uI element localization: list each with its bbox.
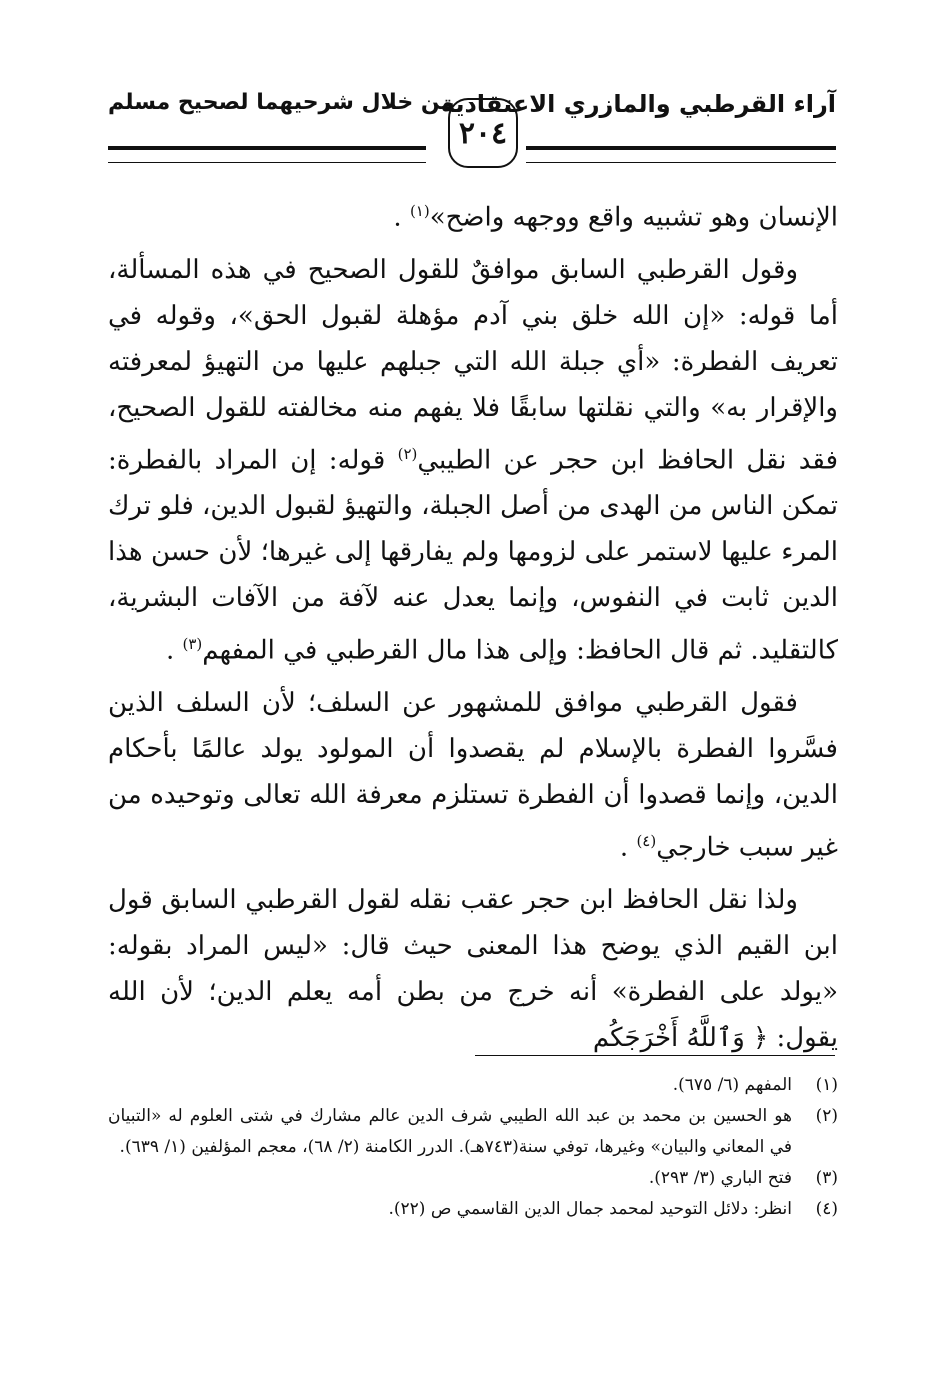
paragraph-text: ولذا نقل الحافظ ابن حجر عقب نقله لقول القرطبي السابق قول ابن القيم الذي يوضح هذا المعنى حيث قال: «ليس المراد بقوله: «يولد على الفطرة» أنه خرج من بطن أمه يعلم الدين؛ لأن الله يقول: ﴿ وَٱللَّهُ أَخْرَجَكُم (108, 884, 838, 1053)
paragraph-3 (108, 680, 838, 871)
paragraph-text: الإنسان وهو تشبيه واقع ووجهه واضح» (429, 202, 838, 233)
footnote-item (108, 1194, 838, 1225)
page-number-text: ٢٠٤ (458, 115, 508, 151)
page-number (448, 98, 518, 168)
footnote-text: هو الحسين بن محمد بن عبد الله الطيبي شرف الدين عالم مشارك في شتى العلوم له «التبيان في المعاني والبيان» وغيرها، توفي سنة(٧٤٣هـ). الدرر الكامنة (٢/ ٦٨)، معجم المؤلفين (١/ ٦٣٩). (108, 1106, 792, 1157)
footnote-text: انظر: دلائل التوحيد لمحمد جمال الدين القاسمي ص (٢٢). (388, 1199, 792, 1219)
footnote-number: (٢) (815, 1106, 838, 1126)
footnote-item (108, 1101, 838, 1163)
main-text (108, 188, 838, 1067)
paragraph-1 (108, 188, 838, 241)
paragraph-4 (108, 877, 838, 1061)
footnote-ref: (٤) (636, 831, 657, 850)
footnote-number: (٣) (815, 1168, 838, 1188)
footnote-text: فتح الباري (٣/ ٢٩٣). (648, 1168, 792, 1188)
paragraph-tail: . (393, 202, 410, 233)
footnote-ref: (٢) (397, 444, 418, 463)
paragraph-text: قوله: إن المراد بالفطرة: تمكن الناس من الهدى من أصل الجبلة، والتهيؤ لقبول الدين، فلو ترك المرء عليها لاستمر على لزومها ولم يفارقها إلى غيرها؛ لأن حسن هذا الدين ثابت في النفوس، وإنما يعدل عنه لآفة من الآفات البشرية، كالتقليد. ثم قال الحافظ: وإلى هذا مال القرطبي في المفهم (108, 445, 838, 666)
paragraph-text: فقول القرطبي موافق للمشهور عن السلف؛ لأن السلف الذين فسَّروا الفطرة بالإسلام لم يقصدوا أن المولود يولد عالمًا بأحكام الدين، وإنما قصدوا أن الفطرة تستلزم معرفة الله تعالى وتوحيده من غير سبب خارجي (108, 687, 838, 863)
footnote-text: المفهم (٦/ ٦٧٥). (672, 1075, 792, 1095)
paragraph-tail: . (165, 635, 183, 666)
footnote-item (108, 1163, 838, 1194)
header-rule-left (108, 146, 426, 163)
footnotes (108, 1070, 838, 1225)
footnote-number: (٤) (815, 1199, 838, 1219)
footnote-number: (١) (815, 1075, 838, 1095)
footnote-separator (475, 1055, 835, 1056)
running-subtitle: من خلال شرحيهما لصحيح مسلم (108, 90, 455, 115)
footnote-item (108, 1070, 838, 1101)
footnote-ref: (٣) (182, 635, 203, 654)
paragraph-text: وقول القرطبي السابق موافقٌ للقول الصحيح في هذه المسألة، أما قوله: «إن الله خلق بني آدم مؤهلة لقبول الحق»، وقوله في تعريف الفطرة: «أي جبلة الله التي جبلهم عليها من التهيؤ لمعرفته والإقرار به» والتي نقلتها سابقًا فلا يفهم منه مخالفته للقول الصحيح، فقد نقل الحافظ ابن حجر عن الطيبي (108, 254, 838, 476)
paragraph-2 (108, 247, 838, 674)
footnote-ref: (١) (409, 202, 430, 220)
paragraph-tail: . (619, 832, 637, 863)
page-header (108, 90, 836, 185)
header-rule-right (526, 146, 836, 163)
running-title: آراء القرطبي والمازري الاعتقادية (440, 90, 836, 118)
